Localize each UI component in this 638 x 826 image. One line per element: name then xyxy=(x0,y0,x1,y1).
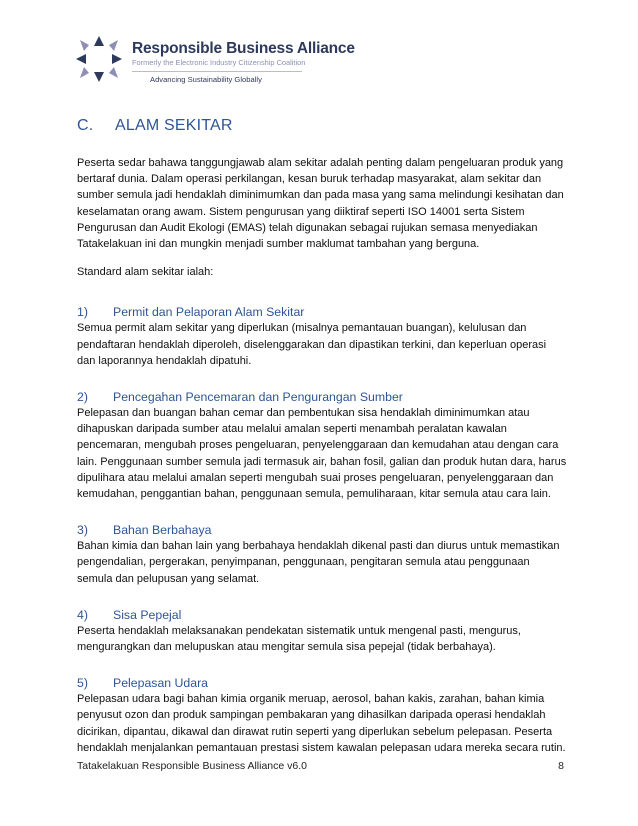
subsection-title: Permit dan Pelaporan Alam Sekitar xyxy=(113,305,305,320)
subsection-title: Bahan Berbahaya xyxy=(113,523,212,538)
subsection-number: 3) xyxy=(77,523,88,538)
subsection-title: Pencegahan Pencemaran dan Pengurangan Sumber xyxy=(113,390,403,405)
subsection-text: Pelepasan udara bagi bahan kimia organik meruap, aerosol, bahan kakis, zarahan, bahan kimia penyusut ozon dan produk sampingan pembakaran yang dihasilkan daripada operasi hendaklah dicirikan, dipantau, dikawal dan dirawat rutin seperti yang diperlukan sebelum pelepasan. Peserta hendaklah menjalankan pemantauan prestasi sistem kawalan pelepasan udara mereka secara rutin. xyxy=(77,693,566,754)
rba-compass-icon xyxy=(74,34,124,84)
section-title: ALAM SEKITAR xyxy=(115,117,233,134)
subsection-heading xyxy=(77,522,567,538)
subsection-number: 5) xyxy=(77,676,88,691)
logo-divider xyxy=(132,71,302,72)
section-content xyxy=(77,155,567,776)
logo-formerly: Formerly the Electronic Industry Citizenship Coalition xyxy=(132,58,306,67)
subsection xyxy=(77,522,567,587)
subsection xyxy=(77,304,567,369)
logo-text xyxy=(132,40,355,85)
subsection xyxy=(77,607,567,655)
subsection-heading xyxy=(77,675,567,691)
page-number: 8 xyxy=(558,760,564,772)
subsection-title: Sisa Pepejal xyxy=(113,607,182,622)
subsection-number: 1) xyxy=(77,305,88,320)
subsection-number: 2) xyxy=(77,390,88,405)
subsection-title: Pelepasan Udara xyxy=(113,676,209,691)
section-lead: Standard alam sekitar ialah: xyxy=(77,266,214,279)
subsection-heading xyxy=(77,304,567,320)
rba-logo xyxy=(74,34,355,90)
logo-tagline: Advancing Sustainability Globally xyxy=(150,75,262,84)
subsection-text: Pelepasan dan buangan bahan cemar dan pembentukan sisa hendaklah diminimumkan atau dihapuskan daripada sumber atau melalui amalan seperti menambah peralatan kawalan pencemaran, mengubah proses pengeluaran, penyelenggaraan dan kemudahan atau dengan cara lain. Penggunaan sumber semula jadi termasuk air, bahan fosil, galian dan produk hutan dara, harus dipulihara atau melalui amalan seperti mengubah suai proses pengeluaran, penyelenggaraan dan kemudahan, penggantian bahan, penggunaan semula, pemuliharaan, kitar semula atau cara lain. xyxy=(77,407,567,501)
subsection xyxy=(77,389,567,502)
footer-title: Tatakelakuan Responsible Business Alliance v6.0 xyxy=(77,760,307,772)
subsection-number: 4) xyxy=(77,607,88,622)
section-heading xyxy=(77,117,233,135)
subsection xyxy=(77,675,567,756)
section-letter: C. xyxy=(77,117,94,134)
subsection-text: Peserta hendaklah melaksanakan pendekatan sistematik untuk mengenal pasti, mengurus, mengurangkan dan melupuskan atau mengitar semula sisa pepejal (tidak berbahaya). xyxy=(77,624,521,654)
logo-name: Responsible Business Alliance xyxy=(132,40,355,57)
subsection-heading xyxy=(77,607,567,623)
subsection-text: Bahan kimia dan bahan lain yang berbahaya hendaklah dikenal pasti dan diurus untuk memastikan pengendalian, pergerakan, penyimpanan, penggunaan, pengitaran semula atau penggunaan semula dan pelupusan yang selamat. xyxy=(77,540,560,585)
subsection-text: Semua permit alam sekitar yang diperlukan (misalnya pemantauan buangan), kelulusan dan pendaftaran hendaklah diperoleh, diselenggarakan dan dipastikan terkini, dan keperluan operasi dan laporannya hendaklah dipatuhi. xyxy=(77,322,547,367)
section-intro: Peserta sedar bahawa tanggungjawab alam sekitar adalah penting dalam pengeluaran produk yang bertaraf dunia. Dalam operasi perkilangan, kesan buruk terhadap masyarakat, alam sekitar dan sumber semula jadi hendaklah diminimumkan dan pada masa yang sama melindungi kesihatan dan keselamatan orang awam. Sistem pengurusan yang diiktiraf seperti ISO 14001 serta Sistem Pengurusan dan Audit Ekologi (EMAS) telah digunakan sebagai rujukan semasa menyediakan Tatakelakuan ini dan mungkin menjadi sumber maklumat tambahan yang berguna. xyxy=(77,157,564,251)
subsection-heading xyxy=(77,389,567,405)
